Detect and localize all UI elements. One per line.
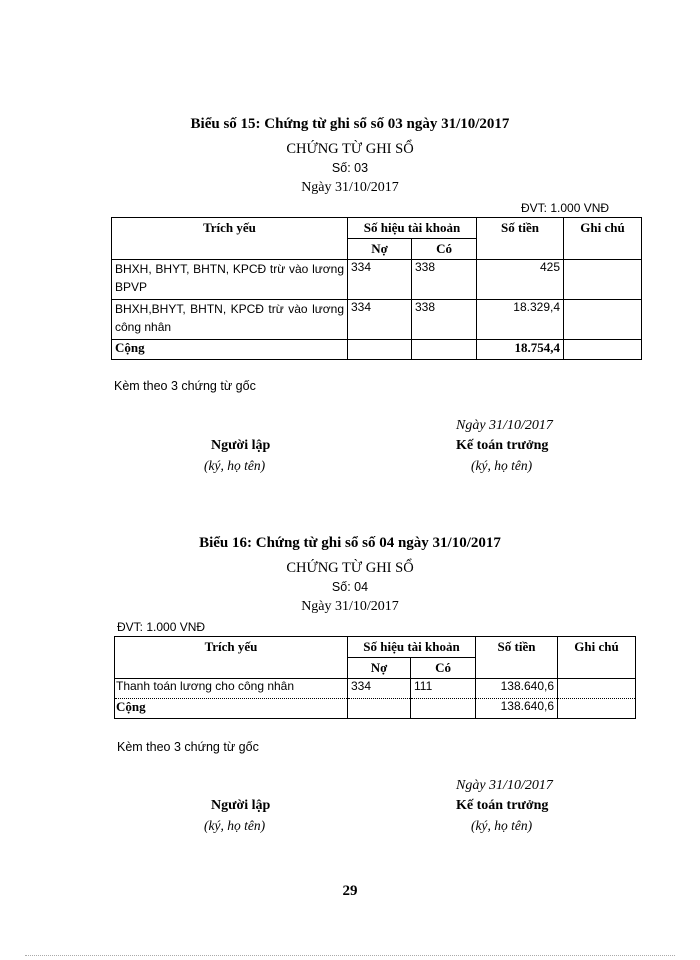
row-debit: 334	[348, 300, 412, 340]
total-label: Cộng	[115, 699, 348, 719]
col-header-description: Trích yếu	[115, 637, 348, 679]
total-amount: 138.640,6	[476, 699, 558, 719]
row-amount: 18.329,4	[477, 300, 564, 340]
row-note	[558, 679, 636, 699]
page-bottom-rule	[25, 955, 675, 956]
col-header-credit: Có	[412, 239, 477, 260]
row-debit: 334	[348, 260, 412, 300]
total-label: Cộng	[112, 340, 348, 360]
row-amount: 425	[477, 260, 564, 300]
voucher-15-sign-date: Ngày 31/10/2017	[456, 418, 553, 433]
voucher-16-heading: Biểu 16: Chứng từ ghi sổ số 04 ngày 31/10/2017	[199, 535, 501, 551]
col-header-amount: Số tiền	[476, 637, 558, 679]
row-amount: 138.640,6	[476, 679, 558, 699]
table-row	[112, 300, 642, 340]
row-description: BHXH, BHYT, BHTN, KPCĐ trừ vào lương BPVP	[112, 260, 348, 300]
col-header-credit: Có	[411, 658, 476, 679]
voucher-15-chief-note: (ký, họ tên)	[471, 458, 533, 473]
voucher-15-number: Số: 03	[331, 161, 369, 175]
voucher-16-number: Số: 04	[331, 580, 369, 594]
col-header-note: Ghi chú	[558, 637, 636, 679]
voucher-16-attachment: Kèm theo 3 chứng từ gốc	[117, 740, 259, 754]
voucher-15-date: Ngày 31/10/2017	[301, 180, 399, 195]
row-debit: 334	[348, 679, 411, 699]
row-credit: 338	[412, 300, 477, 340]
col-header-account: Số hiệu tài khoản	[348, 218, 477, 239]
voucher-16-preparer-note: (ký, họ tên)	[204, 818, 266, 833]
row-description: BHXH,BHYT, BHTN, KPCĐ trừ vào lương công nhân	[112, 300, 348, 340]
row-credit: 338	[412, 260, 477, 300]
row-credit: 111	[411, 679, 476, 699]
voucher-15-preparer: Người lập	[211, 438, 271, 453]
voucher-16-title: CHỨNG TỪ GHI SỔ	[286, 560, 414, 576]
row-description: Thanh toán lương cho công nhân	[115, 679, 348, 699]
col-header-account: Số hiệu tài khoản	[348, 637, 476, 658]
voucher-16-chief-note: (ký, họ tên)	[471, 818, 533, 833]
row-note	[564, 260, 642, 300]
voucher-15-table	[111, 217, 642, 360]
voucher-15-chief-accountant: Kế toán trưởng	[456, 438, 549, 453]
col-header-description: Trích yếu	[112, 218, 348, 260]
voucher-15-title: CHỨNG TỪ GHI SỔ	[286, 141, 414, 157]
voucher-15-attachment: Kèm theo 3 chứng từ gốc	[114, 379, 256, 393]
voucher-16-sign-date: Ngày 31/10/2017	[456, 778, 553, 793]
table-row	[112, 260, 642, 300]
voucher-16-table	[114, 636, 636, 719]
col-header-debit: Nợ	[348, 658, 411, 679]
row-note	[564, 300, 642, 340]
col-header-amount: Số tiền	[477, 218, 564, 260]
page-number: 29	[342, 883, 358, 899]
voucher-15-unit: ĐVT: 1.000 VNĐ	[521, 201, 610, 215]
total-amount: 18.754,4	[477, 340, 564, 360]
voucher-15-heading: Biểu số 15: Chứng từ ghi sổ số 03 ngày 31/10/2017	[190, 116, 510, 132]
col-header-note: Ghi chú	[564, 218, 642, 260]
col-header-debit: Nợ	[348, 239, 412, 260]
voucher-16-preparer: Người lập	[211, 798, 271, 813]
voucher-16-date: Ngày 31/10/2017	[301, 599, 399, 614]
voucher-16-unit: ĐVT: 1.000 VNĐ	[117, 620, 206, 634]
voucher-16-chief-accountant: Kế toán trưởng	[456, 798, 549, 813]
table-row	[115, 679, 636, 699]
total-row	[115, 699, 636, 719]
total-row	[112, 340, 642, 360]
voucher-15-preparer-note: (ký, họ tên)	[204, 458, 266, 473]
